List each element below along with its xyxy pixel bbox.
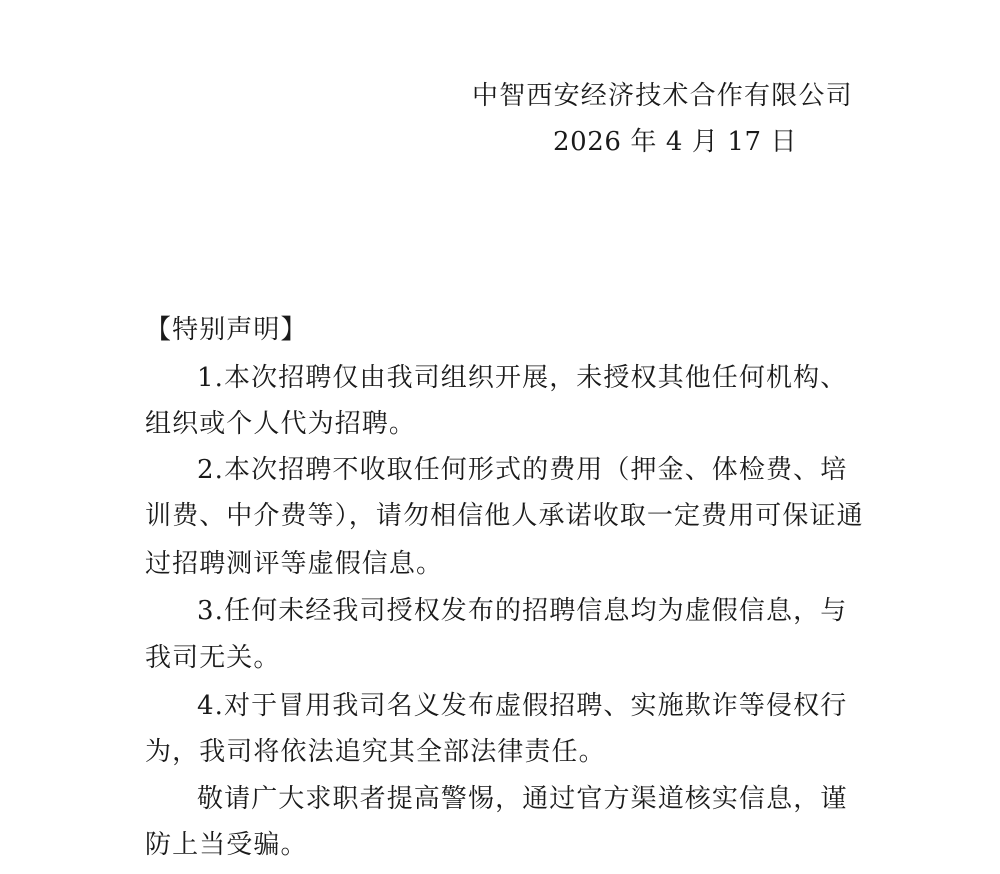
notice-line-7: 我司无关。 [145,643,281,673]
notice-line-10: 敬请广大求职者提高警惕，通过官方渠道核实信息，谨 [197,784,848,814]
issue-date: 2026 年 4 月 17 日 [553,127,798,157]
notice-line-4: 训费、中介费等），请勿相信他人承诺收取一定费用可保证通 [145,501,864,531]
notice-line-1: 1.本次招聘仅由我司组织开展，未授权其他任何机构、 [197,363,848,393]
notice-line-5: 过招聘测评等虚假信息。 [145,549,444,579]
notice-line-9: 为，我司将依法追究其全部法律责任。 [145,737,606,767]
notice-line-11: 防上当受骗。 [145,830,308,860]
notice-line-6: 3.任何未经我司授权发布的招聘信息均为虚假信息，与 [197,596,848,626]
company-name: 中智西安经济技术合作有限公司 [472,81,853,111]
notice-line-2: 组织或个人代为招聘。 [145,409,417,439]
notice-line-8: 4.对于冒用我司名义发布虚假招聘、实施欺诈等侵权行 [197,691,848,721]
notice-title: 【特别声明】 [145,315,308,345]
notice-line-3: 2.本次招聘不收取任何形式的费用（押金、体检费、培 [197,455,848,485]
